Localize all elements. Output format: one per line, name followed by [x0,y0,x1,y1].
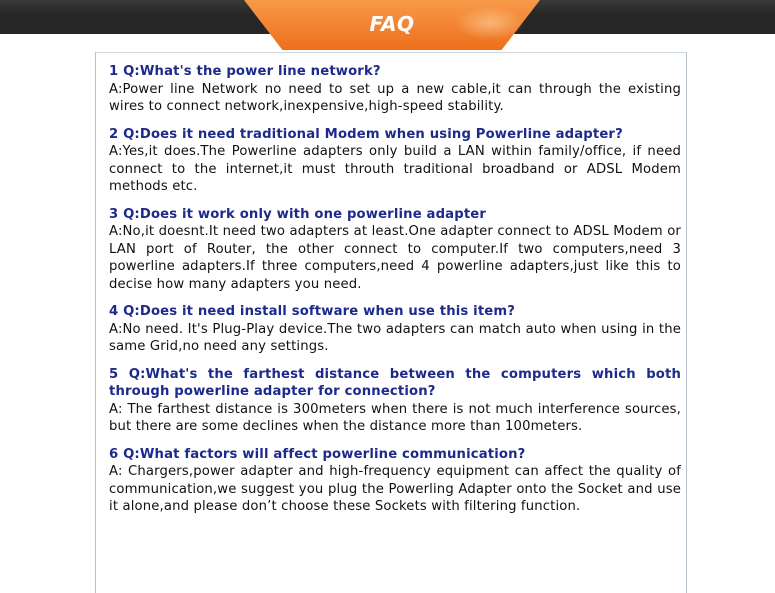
faq-answer: A: Chargers,power adapter and high-frequency equipment can affect the quality of communication,we suggest you plug the Powerling Adapter onto the Socket and use it alone,and please don’t choose these Sockets with filtering function. [109,464,681,514]
faq-question: 5 Q:What's the farthest distance between the computers which both through powerline adapter for connection? [109,366,681,399]
faq-answer: A:Yes,it does.The Powerline adapters only build a LAN within family/office, if need connect to the internet,it must throuth traditional broadband or ADSL Modem methods etc. [109,144,681,194]
faq-question: 4 Q:Does it need install software when use this item? [109,304,516,319]
faq-question: 3 Q:Does it work only with one powerline adapter [109,206,487,222]
faq-answer: A:No need. It's Plug-Play device.The two adapters can match auto when using in the same Grid,no need any settings. [109,321,681,354]
faq-item-2 [109,126,681,196]
faq-item-5 [109,366,681,436]
faq-list [109,63,681,526]
faq-item-3 [109,206,681,294]
faq-answer: A: The farthest distance is 300meters when there is not much interference sources, but there are some declines when the distance more than 100meters. [109,401,681,434]
faq-question: 1 Q:What's the power line network? [109,64,381,79]
faq-question: 6 Q:What factors will affect powerline communication? [109,446,526,462]
faq-answer: A:Power line Network no need to set up a new cable,it can through the existing wires to connect network,inexpensive,high-speed stability. [109,81,681,114]
faq-item-6 [109,446,681,516]
faq-answer: A:No,it doesnt.It need two adapters at least.One adapter connect to ADSL Modem or LAN port of Router, the other connect to computer.If two computers,need 3 powerline adapters.If three computers,need 4 powerline adapters,just like this to decise how many adapters you need. [109,224,681,292]
page-title: FAQ [369,12,415,36]
faq-item-1 [109,63,681,116]
faq-item-4 [109,303,681,356]
faq-question: 2 Q:Does it need traditional Modem when using Powerline adapter? [109,126,623,142]
